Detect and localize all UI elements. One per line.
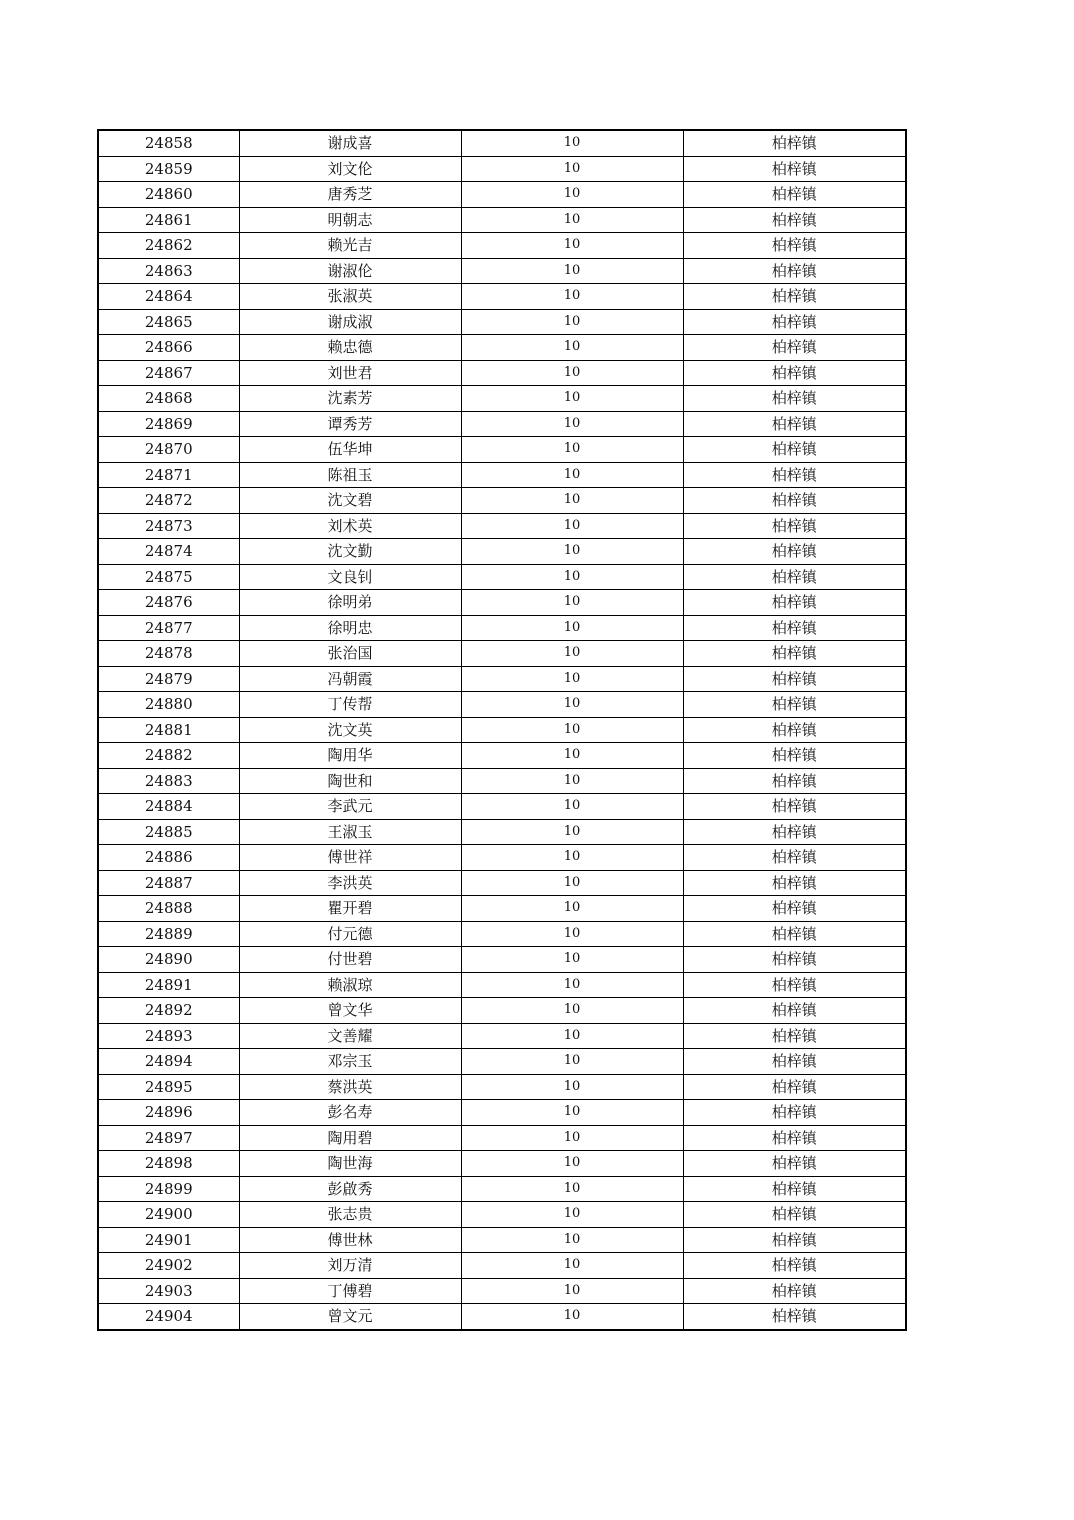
table-row [98, 1253, 906, 1279]
row-name-cell: 刘术英 [239, 513, 461, 539]
row-town-cell: 柏梓镇 [683, 156, 906, 182]
row-id-cell: 24884 [98, 794, 239, 820]
row-id-cell: 24873 [98, 513, 239, 539]
row-amount-cell: 10 [461, 309, 683, 335]
table-row [98, 947, 906, 973]
table-row [98, 819, 906, 845]
row-id-cell: 24871 [98, 462, 239, 488]
row-town-cell: 柏梓镇 [683, 258, 906, 284]
row-town-cell: 柏梓镇 [683, 207, 906, 233]
row-amount-cell: 10 [461, 1049, 683, 1075]
row-amount-cell: 10 [461, 1151, 683, 1177]
row-amount-cell: 10 [461, 972, 683, 998]
row-name-cell: 张志贵 [239, 1202, 461, 1228]
row-amount-cell: 10 [461, 1074, 683, 1100]
row-amount-cell: 10 [461, 921, 683, 947]
row-id-cell: 24891 [98, 972, 239, 998]
row-id-cell: 24887 [98, 870, 239, 896]
row-name-cell: 陶世和 [239, 768, 461, 794]
table-row [98, 130, 906, 156]
row-amount-cell: 10 [461, 182, 683, 208]
table-row [98, 1202, 906, 1228]
table-row [98, 1023, 906, 1049]
row-name-cell: 赖光吉 [239, 233, 461, 259]
row-id-cell: 24892 [98, 998, 239, 1024]
row-name-cell: 傅世祥 [239, 845, 461, 871]
table-row [98, 335, 906, 361]
row-amount-cell: 10 [461, 233, 683, 259]
row-id-cell: 24904 [98, 1304, 239, 1330]
row-id-cell: 24896 [98, 1100, 239, 1126]
records-body [98, 130, 906, 1330]
table-row [98, 513, 906, 539]
row-name-cell: 沈文英 [239, 717, 461, 743]
row-id-cell: 24888 [98, 896, 239, 922]
row-amount-cell: 10 [461, 1202, 683, 1228]
row-id-cell: 24894 [98, 1049, 239, 1075]
row-town-cell: 柏梓镇 [683, 947, 906, 973]
row-town-cell: 柏梓镇 [683, 1304, 906, 1330]
row-amount-cell: 10 [461, 768, 683, 794]
row-name-cell: 刘世君 [239, 360, 461, 386]
row-name-cell: 付元德 [239, 921, 461, 947]
row-id-cell: 24893 [98, 1023, 239, 1049]
row-name-cell: 陈祖玉 [239, 462, 461, 488]
row-id-cell: 24859 [98, 156, 239, 182]
row-amount-cell: 10 [461, 819, 683, 845]
table-row [98, 666, 906, 692]
table-row [98, 258, 906, 284]
table-row [98, 411, 906, 437]
row-amount-cell: 10 [461, 1253, 683, 1279]
row-id-cell: 24899 [98, 1176, 239, 1202]
row-name-cell: 蔡洪英 [239, 1074, 461, 1100]
table-row [98, 1176, 906, 1202]
row-id-cell: 24869 [98, 411, 239, 437]
row-name-cell: 彭名寿 [239, 1100, 461, 1126]
row-id-cell: 24901 [98, 1227, 239, 1253]
table-row [98, 156, 906, 182]
row-id-cell: 24870 [98, 437, 239, 463]
row-id-cell: 24880 [98, 692, 239, 718]
row-amount-cell: 10 [461, 437, 683, 463]
table-row [98, 768, 906, 794]
row-town-cell: 柏梓镇 [683, 768, 906, 794]
row-amount-cell: 10 [461, 1278, 683, 1304]
row-town-cell: 柏梓镇 [683, 564, 906, 590]
row-town-cell: 柏梓镇 [683, 870, 906, 896]
row-amount-cell: 10 [461, 386, 683, 412]
row-town-cell: 柏梓镇 [683, 1023, 906, 1049]
row-town-cell: 柏梓镇 [683, 1100, 906, 1126]
row-town-cell: 柏梓镇 [683, 590, 906, 616]
row-amount-cell: 10 [461, 462, 683, 488]
table-row [98, 845, 906, 871]
row-amount-cell: 10 [461, 641, 683, 667]
row-amount-cell: 10 [461, 845, 683, 871]
row-name-cell: 刘文伦 [239, 156, 461, 182]
row-amount-cell: 10 [461, 1023, 683, 1049]
row-name-cell: 沈文勤 [239, 539, 461, 565]
row-amount-cell: 10 [461, 1176, 683, 1202]
table-row [98, 717, 906, 743]
row-town-cell: 柏梓镇 [683, 130, 906, 156]
row-id-cell: 24903 [98, 1278, 239, 1304]
row-amount-cell: 10 [461, 590, 683, 616]
row-town-cell: 柏梓镇 [683, 615, 906, 641]
row-id-cell: 24866 [98, 335, 239, 361]
row-amount-cell: 10 [461, 539, 683, 565]
row-amount-cell: 10 [461, 743, 683, 769]
row-amount-cell: 10 [461, 794, 683, 820]
row-name-cell: 文善耀 [239, 1023, 461, 1049]
table-row [98, 998, 906, 1024]
row-town-cell: 柏梓镇 [683, 1176, 906, 1202]
row-name-cell: 谢成喜 [239, 130, 461, 156]
row-amount-cell: 10 [461, 488, 683, 514]
row-amount-cell: 10 [461, 207, 683, 233]
row-id-cell: 24872 [98, 488, 239, 514]
row-name-cell: 丁传帮 [239, 692, 461, 718]
row-town-cell: 柏梓镇 [683, 360, 906, 386]
row-town-cell: 柏梓镇 [683, 1049, 906, 1075]
table-row [98, 462, 906, 488]
row-amount-cell: 10 [461, 615, 683, 641]
row-id-cell: 24864 [98, 284, 239, 310]
table-row [98, 921, 906, 947]
row-id-cell: 24886 [98, 845, 239, 871]
row-town-cell: 柏梓镇 [683, 794, 906, 820]
row-name-cell: 谢成淑 [239, 309, 461, 335]
row-name-cell: 沈文碧 [239, 488, 461, 514]
table-row [98, 615, 906, 641]
row-id-cell: 24875 [98, 564, 239, 590]
row-town-cell: 柏梓镇 [683, 921, 906, 947]
row-amount-cell: 10 [461, 335, 683, 361]
row-name-cell: 刘万清 [239, 1253, 461, 1279]
row-name-cell: 赖忠德 [239, 335, 461, 361]
row-id-cell: 24877 [98, 615, 239, 641]
table-row [98, 437, 906, 463]
row-id-cell: 24879 [98, 666, 239, 692]
records-table [97, 129, 907, 1331]
row-name-cell: 李洪英 [239, 870, 461, 896]
row-town-cell: 柏梓镇 [683, 182, 906, 208]
table-row [98, 794, 906, 820]
row-name-cell: 唐秀芝 [239, 182, 461, 208]
row-town-cell: 柏梓镇 [683, 233, 906, 259]
row-amount-cell: 10 [461, 692, 683, 718]
row-name-cell: 陶世海 [239, 1151, 461, 1177]
row-amount-cell: 10 [461, 513, 683, 539]
row-amount-cell: 10 [461, 1100, 683, 1126]
row-amount-cell: 10 [461, 130, 683, 156]
row-id-cell: 24858 [98, 130, 239, 156]
row-town-cell: 柏梓镇 [683, 309, 906, 335]
row-town-cell: 柏梓镇 [683, 488, 906, 514]
row-name-cell: 陶用碧 [239, 1125, 461, 1151]
row-name-cell: 文良钊 [239, 564, 461, 590]
row-id-cell: 24860 [98, 182, 239, 208]
row-town-cell: 柏梓镇 [683, 539, 906, 565]
table-row [98, 207, 906, 233]
row-name-cell: 彭啟秀 [239, 1176, 461, 1202]
row-name-cell: 明朝志 [239, 207, 461, 233]
row-amount-cell: 10 [461, 360, 683, 386]
row-id-cell: 24902 [98, 1253, 239, 1279]
table-row [98, 488, 906, 514]
table-row [98, 284, 906, 310]
row-town-cell: 柏梓镇 [683, 1227, 906, 1253]
row-amount-cell: 10 [461, 666, 683, 692]
row-name-cell: 伍华坤 [239, 437, 461, 463]
table-row [98, 641, 906, 667]
row-amount-cell: 10 [461, 1227, 683, 1253]
table-row [98, 1125, 906, 1151]
row-id-cell: 24883 [98, 768, 239, 794]
table-row [98, 972, 906, 998]
row-amount-cell: 10 [461, 998, 683, 1024]
row-town-cell: 柏梓镇 [683, 1125, 906, 1151]
row-id-cell: 24861 [98, 207, 239, 233]
row-id-cell: 24867 [98, 360, 239, 386]
row-town-cell: 柏梓镇 [683, 284, 906, 310]
table-row [98, 1278, 906, 1304]
row-town-cell: 柏梓镇 [683, 386, 906, 412]
row-town-cell: 柏梓镇 [683, 692, 906, 718]
row-id-cell: 24865 [98, 309, 239, 335]
row-name-cell: 冯朝霞 [239, 666, 461, 692]
row-id-cell: 24890 [98, 947, 239, 973]
row-name-cell: 傅世林 [239, 1227, 461, 1253]
row-name-cell: 曾文元 [239, 1304, 461, 1330]
row-town-cell: 柏梓镇 [683, 437, 906, 463]
table-row [98, 590, 906, 616]
row-town-cell: 柏梓镇 [683, 513, 906, 539]
row-amount-cell: 10 [461, 717, 683, 743]
table-row [98, 1304, 906, 1330]
row-amount-cell: 10 [461, 411, 683, 437]
row-town-cell: 柏梓镇 [683, 666, 906, 692]
row-id-cell: 24895 [98, 1074, 239, 1100]
table-row [98, 1151, 906, 1177]
row-id-cell: 24878 [98, 641, 239, 667]
table-row [98, 692, 906, 718]
row-name-cell: 付世碧 [239, 947, 461, 973]
row-amount-cell: 10 [461, 1304, 683, 1330]
row-town-cell: 柏梓镇 [683, 845, 906, 871]
row-town-cell: 柏梓镇 [683, 1202, 906, 1228]
row-id-cell: 24881 [98, 717, 239, 743]
row-town-cell: 柏梓镇 [683, 972, 906, 998]
row-name-cell: 张治国 [239, 641, 461, 667]
row-town-cell: 柏梓镇 [683, 717, 906, 743]
row-id-cell: 24885 [98, 819, 239, 845]
row-name-cell: 瞿开碧 [239, 896, 461, 922]
row-town-cell: 柏梓镇 [683, 743, 906, 769]
table-row [98, 1100, 906, 1126]
row-name-cell: 陶用华 [239, 743, 461, 769]
row-amount-cell: 10 [461, 870, 683, 896]
row-name-cell: 丁傅碧 [239, 1278, 461, 1304]
row-name-cell: 谢淑伦 [239, 258, 461, 284]
row-amount-cell: 10 [461, 896, 683, 922]
table-row [98, 743, 906, 769]
row-id-cell: 24874 [98, 539, 239, 565]
row-town-cell: 柏梓镇 [683, 998, 906, 1024]
row-town-cell: 柏梓镇 [683, 641, 906, 667]
row-name-cell: 曾文华 [239, 998, 461, 1024]
row-town-cell: 柏梓镇 [683, 819, 906, 845]
row-name-cell: 赖淑琼 [239, 972, 461, 998]
row-name-cell: 李武元 [239, 794, 461, 820]
table-row [98, 1227, 906, 1253]
row-town-cell: 柏梓镇 [683, 335, 906, 361]
row-id-cell: 24868 [98, 386, 239, 412]
table-row [98, 1049, 906, 1075]
row-town-cell: 柏梓镇 [683, 1278, 906, 1304]
row-id-cell: 24900 [98, 1202, 239, 1228]
row-town-cell: 柏梓镇 [683, 1074, 906, 1100]
row-town-cell: 柏梓镇 [683, 411, 906, 437]
row-id-cell: 24876 [98, 590, 239, 616]
row-id-cell: 24862 [98, 233, 239, 259]
row-amount-cell: 10 [461, 156, 683, 182]
row-amount-cell: 10 [461, 1125, 683, 1151]
row-id-cell: 24897 [98, 1125, 239, 1151]
row-id-cell: 24898 [98, 1151, 239, 1177]
row-town-cell: 柏梓镇 [683, 1151, 906, 1177]
row-amount-cell: 10 [461, 284, 683, 310]
row-name-cell: 徐明弟 [239, 590, 461, 616]
row-town-cell: 柏梓镇 [683, 1253, 906, 1279]
table-row [98, 309, 906, 335]
row-town-cell: 柏梓镇 [683, 896, 906, 922]
table-row [98, 896, 906, 922]
table-row [98, 539, 906, 565]
row-amount-cell: 10 [461, 564, 683, 590]
row-id-cell: 24863 [98, 258, 239, 284]
row-amount-cell: 10 [461, 258, 683, 284]
row-town-cell: 柏梓镇 [683, 462, 906, 488]
row-id-cell: 24889 [98, 921, 239, 947]
table-row [98, 182, 906, 208]
row-name-cell: 谭秀芳 [239, 411, 461, 437]
table-row [98, 870, 906, 896]
table-row [98, 1074, 906, 1100]
table-row [98, 386, 906, 412]
row-name-cell: 邓宗玉 [239, 1049, 461, 1075]
table-row [98, 360, 906, 386]
row-id-cell: 24882 [98, 743, 239, 769]
row-name-cell: 沈素芳 [239, 386, 461, 412]
row-name-cell: 张淑英 [239, 284, 461, 310]
table-row [98, 564, 906, 590]
row-name-cell: 徐明忠 [239, 615, 461, 641]
table-row [98, 233, 906, 259]
row-amount-cell: 10 [461, 947, 683, 973]
row-name-cell: 王淑玉 [239, 819, 461, 845]
